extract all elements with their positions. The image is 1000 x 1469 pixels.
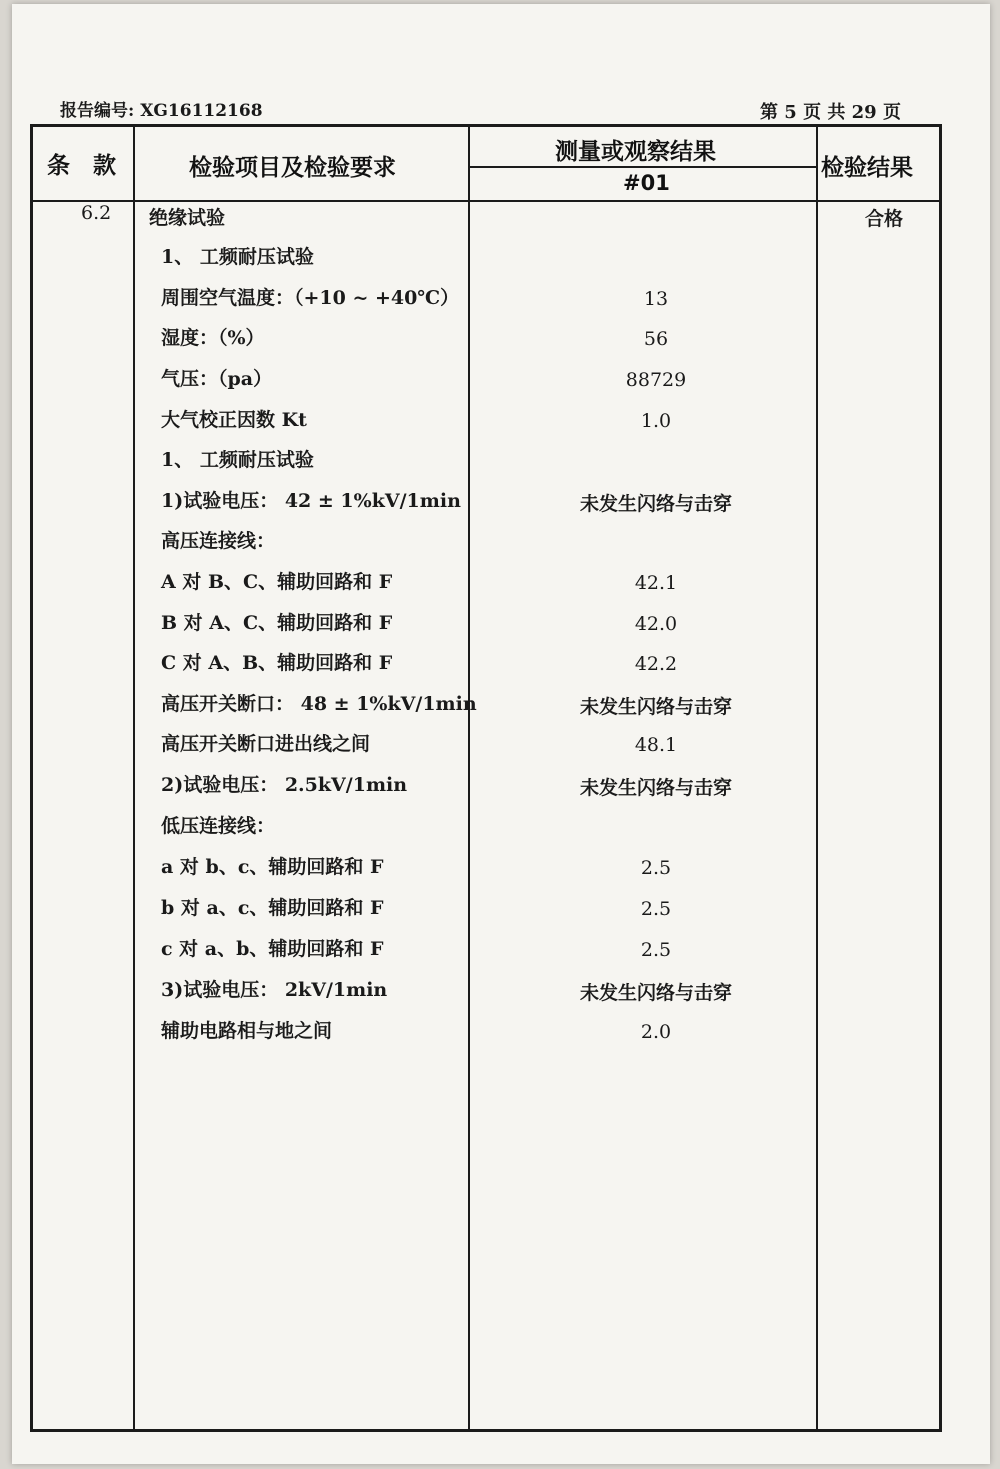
- col-divider-2: [468, 127, 470, 1429]
- page-total: 29: [851, 102, 877, 123]
- item-text: b 对 a、c、辅助回路和 F: [161, 897, 384, 919]
- result-value: 未发生闪络与击穿: [579, 696, 732, 718]
- measure-subheader-rule: [468, 166, 816, 168]
- result-value: 56: [643, 328, 669, 350]
- col-measure-header: 测量或观察结果: [555, 139, 716, 165]
- col-clause-header: 条 款: [47, 153, 116, 179]
- col-sample-header: #01: [623, 171, 670, 195]
- item-text: 1)试验电压： 42 ± 1%kV/1min: [161, 490, 461, 512]
- item-text: 湿度：（%）: [161, 327, 265, 349]
- page-word-suffix: 页: [883, 102, 901, 123]
- item-text: a 对 b、c、辅助回路和 F: [161, 856, 384, 878]
- report-number-value: XG16112168: [140, 101, 263, 121]
- result-value: 13: [643, 288, 669, 310]
- result-value: 42.1: [634, 572, 678, 594]
- item-text: C 对 A、B、辅助回路和 F: [161, 652, 393, 674]
- result-value: 2.5: [640, 898, 672, 920]
- item-text: 1、 工频耐压试验: [161, 246, 314, 268]
- item-text: c 对 a、b、辅助回路和 F: [161, 938, 384, 960]
- item-text: 1、 工频耐压试验: [161, 449, 314, 471]
- report-page: [12, 4, 990, 1464]
- result-value: 42.0: [634, 613, 678, 635]
- report-number: [60, 96, 263, 121]
- item-text: 辅助电路相与地之间: [161, 1020, 333, 1042]
- item-text: 高压开关断口进出线之间: [161, 733, 371, 755]
- result-value: 未发生闪络与击穿: [579, 493, 732, 515]
- item-text: 气压：（pa）: [161, 368, 273, 390]
- result-value: 42.2: [634, 653, 678, 675]
- item-text: 绝缘试验: [149, 207, 226, 229]
- page-word-prefix: 第: [760, 102, 778, 123]
- col-verdict-header: 检验结果: [821, 155, 913, 181]
- page-indicator: [760, 98, 901, 124]
- report-number-label: 报告编号:: [60, 101, 135, 121]
- page-word-mid: 页 共: [803, 102, 846, 123]
- col-item-header: 检验项目及检验要求: [189, 155, 396, 181]
- item-text: 周围空气温度：（+10 ~ +40℃）: [161, 287, 460, 309]
- page-current: 5: [784, 102, 797, 123]
- result-value: 2.0: [640, 1021, 672, 1043]
- item-text: 大气校正因数 Kt: [161, 409, 307, 431]
- verdict-value: 合格: [865, 208, 904, 230]
- item-text: A 对 B、C、辅助回路和 F: [161, 571, 393, 593]
- result-value: 2.5: [640, 857, 672, 879]
- item-text: B 对 A、C、辅助回路和 F: [161, 612, 393, 634]
- inspection-table: [30, 124, 942, 1432]
- clause-number: 6.2: [81, 202, 112, 224]
- result-value: 48.1: [634, 734, 678, 756]
- result-value: 未发生闪络与击穿: [579, 982, 732, 1004]
- header-bottom-rule: [33, 200, 939, 202]
- item-text: 2)试验电压： 2.5kV/1min: [161, 774, 408, 796]
- item-text: 高压开关断口： 48 ± 1%kV/1min: [161, 693, 477, 715]
- result-value: 2.5: [640, 939, 672, 961]
- result-value: 1.0: [640, 410, 672, 432]
- item-text: 3)试验电压： 2kV/1min: [161, 979, 388, 1001]
- item-text: 低压连接线：: [161, 815, 276, 837]
- item-text: 高压连接线：: [161, 530, 276, 552]
- result-value: 未发生闪络与击穿: [579, 777, 732, 799]
- col-divider-1: [133, 127, 135, 1429]
- result-value: 88729: [625, 369, 687, 391]
